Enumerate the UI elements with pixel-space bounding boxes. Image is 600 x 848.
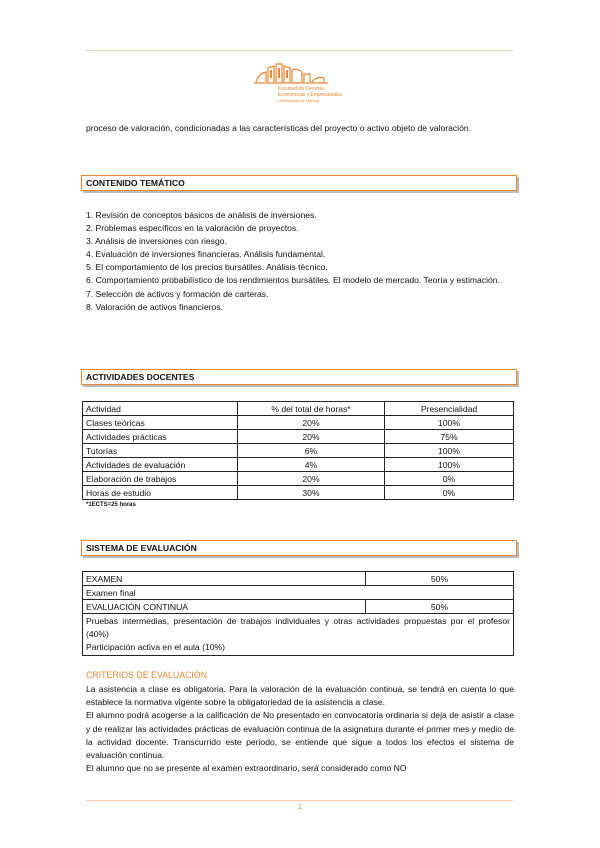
list-item: 4. Evaluación de inversiones financieras. Análisis fundamental. (86, 249, 326, 260)
table-cell: Elaboración de trabajos (83, 472, 238, 486)
paragraph: El alumno podrá acogerse a la calificación de No presentado en convocatoria ordinaria si deja de asistir a clase y de realizar las actividades prácticas de evaluación continua de la asignatura durante el primer mes y medio de la actividad docente. Transcurrido este periodo, se entiende que sigue a todos los efectos el sistema de evaluación continua. (86, 710, 514, 761)
table-row (83, 472, 514, 486)
table-cell: 20% (238, 472, 385, 486)
footer-rule (86, 800, 513, 801)
intro-paragraph: proceso de valoración, condicionadas a las características del proyecto o activo objeto de valoración. (86, 123, 472, 133)
table-cell: 6% (238, 444, 385, 458)
list-item: 2. Problemas específicos en la valoración de proyectos. (86, 223, 299, 234)
page-number: 2 (298, 804, 302, 811)
table-row (83, 600, 514, 614)
table-cell: 50% (366, 600, 514, 614)
table-row (83, 486, 514, 500)
list-item: 6. Comportamiento probabilístico de los rendimientos bursátiles. El modelo de mercado. Teoría y estimación. (86, 275, 500, 286)
table-cell (83, 614, 514, 656)
table-cell: 100% (385, 444, 514, 458)
paragraph: La asistencia a clase es obligatoria. Para la valoración de la evaluación continua, se tendrá en cuenta lo que establece la normativa vigente sobre la obligatoriedad de la asistencia a clase. (86, 684, 514, 708)
paragraph: El alumno que no se presente al examen extraordinario, será considerado como NO (86, 763, 407, 774)
section-title: SISTEMA DE EVALUACIÓN (86, 543, 197, 553)
table-row (83, 416, 514, 430)
table-cell: Clases teóricas (83, 416, 238, 430)
table-header-cell: Presencialidad (385, 402, 514, 416)
list-item: 8. Valoración de activos financieros. (86, 301, 223, 312)
table-cell: EXAMEN (83, 572, 366, 586)
table-row (83, 458, 514, 472)
continua-detail: Pruebas intermedias, presentación de trabajos individuales y otras actividades propuestas por el profesor (40%) (86, 616, 510, 639)
contenido-list (86, 209, 516, 314)
criterios-title: CRITERIOS DE EVALUACIÓN (86, 670, 208, 680)
table-cell: 0% (385, 472, 514, 486)
table-header-cell: % del total de horas* (238, 402, 385, 416)
table-row (83, 572, 514, 586)
table-cell: Tutorías (83, 444, 238, 458)
table-row (83, 586, 514, 600)
table-cell: 50% (366, 572, 514, 586)
section-title: CONTENIDO TEMÁTICO (86, 178, 185, 188)
table-header-row (83, 402, 514, 416)
table-cell: 75% (385, 430, 514, 444)
table-cell: Actividades de evaluación (83, 458, 238, 472)
table-cell: Horas de estudio (83, 486, 238, 500)
table-cell: 100% (385, 458, 514, 472)
table-row (83, 614, 514, 656)
section-header-actividades (81, 369, 517, 385)
section-header-evaluacion (81, 540, 517, 556)
table-cell: Actividades prácticas (83, 430, 238, 444)
evaluacion-table (82, 571, 514, 656)
ects-note: *1ECTS=25 horas (86, 502, 136, 508)
table-cell: 20% (238, 430, 385, 444)
participacion: Participación activa en el aula (10%) (86, 642, 226, 652)
table-cell: 100% (385, 416, 514, 430)
logo-caption: Facultad de Ciencias Económicas y Empresariales Universidad de Málaga (278, 86, 343, 103)
section-header-contenido (81, 175, 517, 191)
list-item: 7. Selección de activos y formación de carteras. (86, 288, 269, 299)
faculty-logo (252, 60, 342, 112)
table-cell: 4% (238, 458, 385, 472)
table-row (83, 444, 514, 458)
table-cell: 20% (238, 416, 385, 430)
header-rule (86, 50, 513, 51)
table-header-cell: Actividad (83, 402, 238, 416)
actividades-table (82, 401, 514, 500)
table-cell: Examen final (83, 586, 514, 600)
list-item: 1. Revisión de conceptos básicos de análisis de inversiones. (86, 210, 317, 220)
list-item: 3. Análisis de inversiones con riesgo. (86, 236, 227, 247)
table-row (83, 430, 514, 444)
section-title: ACTIVIDADES DOCENTES (86, 372, 195, 382)
list-item: 5. El comportamiento de los precios bursátiles. Análisis técnico. (86, 262, 328, 273)
table-cell: 0% (385, 486, 514, 500)
criterios-text (86, 683, 514, 775)
table-cell: 30% (238, 486, 385, 500)
table-cell: EVALUACIÓN CONTINUA (83, 600, 366, 614)
